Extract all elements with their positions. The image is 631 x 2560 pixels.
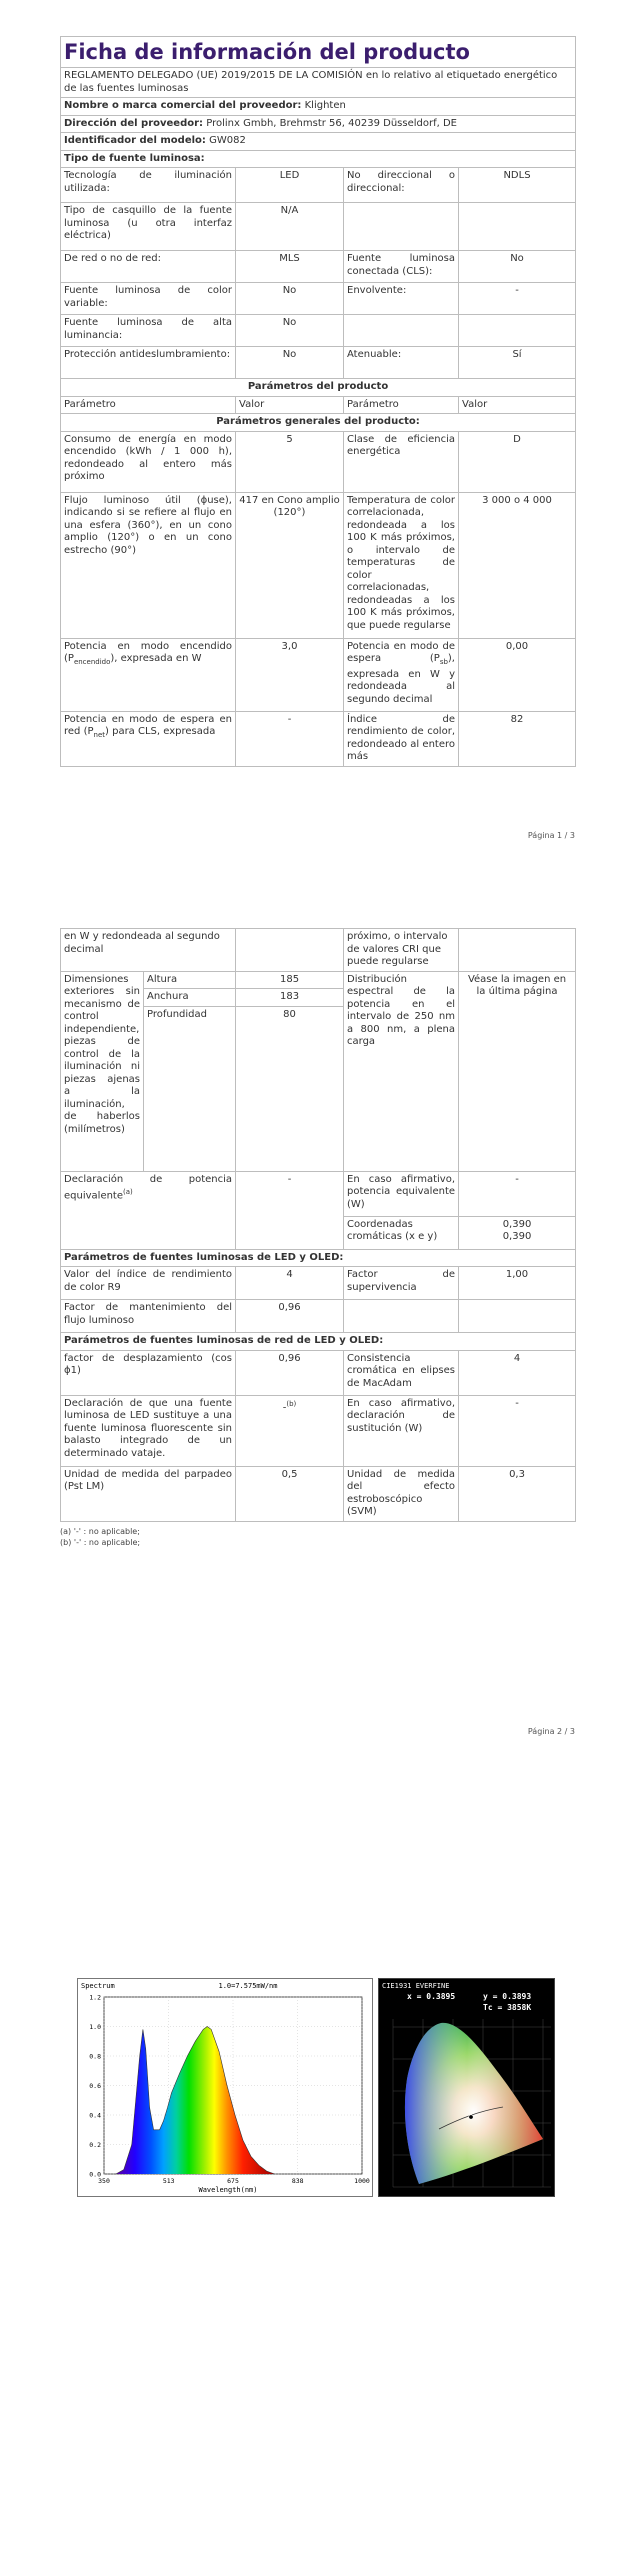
- row-label: En caso afirmativo, potencia equivalente (W): [344, 1171, 459, 1216]
- cie-chart: [378, 1978, 555, 2197]
- row-label: Coordenadas cromáticas (x e y): [344, 1216, 459, 1249]
- y-tick-label: 0.2: [89, 2141, 101, 2149]
- y-tick-label: 1.2: [89, 1993, 101, 2002]
- page-1: [0, 0, 631, 860]
- table-row: [61, 1466, 576, 1521]
- spectrum-figure: [77, 1978, 553, 2195]
- general-params-title: Parámetros generales del producto:: [61, 414, 576, 432]
- row-label: Declaración de que una fuente luminosa de LED sustituye a una fuente luminosa fluorescente sin balasto integrado de un determinado vataje.: [61, 1395, 236, 1466]
- cie-x-readout: x = 0.3895: [407, 1992, 456, 2001]
- row-value: Véase la imagen en la última página: [459, 971, 576, 1171]
- column-header: Valor: [236, 396, 344, 414]
- table-row: [61, 251, 576, 283]
- row-label: Fuente luminosa de alta luminancia:: [61, 315, 236, 347]
- y-tick-label: 0.0: [89, 2170, 101, 2179]
- regulation-text: REGLAMENTO DELEGADO (UE) 2019/2015 DE LA COMISIÓN en lo relativo al etiquetado energético de las fuentes luminosas: [61, 68, 576, 98]
- row-label: Consistencia cromática en elipses de MacAdam: [344, 1350, 459, 1395]
- row-label: [344, 1300, 459, 1333]
- row-value: [459, 315, 576, 347]
- row-value: 5: [236, 431, 344, 492]
- row-value: 0,390 0,390: [459, 1216, 576, 1249]
- x-tick-label: 350: [98, 2177, 110, 2185]
- row-value: -: [459, 283, 576, 315]
- model-label: Identificador del modelo:: [64, 135, 206, 146]
- spectrum-chart: [77, 1978, 373, 2197]
- row-value: N/A: [236, 203, 344, 251]
- row-label: De red o no de red:: [61, 251, 236, 283]
- row-label: Temperatura de color correlacionada, redondeada a los 100 K más próximos, o intervalo de temperaturas de color correlacionadas, redondeadas a los 100 K más próximos, que puede regularse: [344, 492, 459, 638]
- row-value: [459, 1300, 576, 1333]
- row-value: No: [236, 283, 344, 315]
- row-label: Potencia en modo de espera $(P_{sb})$, expresada en W y redondeada al segundo decimal: [344, 638, 459, 711]
- row-label: factor de desplazamiento (cos ϕ1): [61, 1350, 236, 1395]
- row-value: 4: [236, 1267, 344, 1300]
- row-label: Potencia en modo encendido $(P_{encendido})$, expresada en W: [61, 638, 236, 711]
- dim-name: Anchura: [144, 989, 236, 1007]
- row-label: Tipo de casquillo de la fuente luminosa (u otra interfaz eléctrica): [61, 203, 236, 251]
- brand-label: Nombre o marca comercial del proveedor:: [64, 100, 302, 111]
- row-value: [459, 203, 576, 251]
- row-label: [344, 315, 459, 347]
- dim-value: 183: [236, 989, 344, 1007]
- row-value: -: [236, 711, 344, 766]
- product-info-table-continued: [60, 928, 576, 1522]
- table-row: [61, 1395, 576, 1466]
- row-value: [236, 929, 344, 972]
- spectrum-xlabel: Wavelength(nm): [198, 2186, 258, 2194]
- row-label: Envolvente:: [344, 283, 459, 315]
- row-value: -$^{(b)}$: [236, 1395, 344, 1466]
- row-label: En caso afirmativo, declaración de sustitución (W): [344, 1395, 459, 1466]
- table-row: [61, 929, 576, 972]
- table-row: [61, 711, 576, 766]
- table-row: [61, 1171, 576, 1216]
- dim-name: Altura: [144, 971, 236, 989]
- row-value: 0,3: [459, 1466, 576, 1521]
- x-tick-label: 675: [227, 2177, 239, 2185]
- y-tick-label: 0.6: [89, 2082, 101, 2090]
- product-sheet-continued: [60, 928, 575, 1548]
- row-label: No direccional o direccional:: [344, 168, 459, 203]
- x-tick-label: 838: [291, 2177, 304, 2185]
- table-row: [61, 203, 576, 251]
- type-section-title: Tipo de fuente luminosa:: [61, 150, 576, 168]
- row-value: NDLS: [459, 168, 576, 203]
- row-label: Valor del índice de rendimiento de color R9: [61, 1267, 236, 1300]
- row-label: Índice de rendimiento de color, redondeado al entero más: [344, 711, 459, 766]
- spectrum-annotation: 1.0=7.575mW/nm: [218, 1982, 278, 1990]
- page-number: Página 2 / 3: [527, 1727, 575, 1736]
- row-value: 0,00: [459, 638, 576, 711]
- dim-name: Profundidad: [144, 1006, 236, 1171]
- y-tick-label: 0.4: [89, 2111, 101, 2120]
- table-row: [61, 431, 576, 492]
- row-label: Consumo de energía en modo encendido (kWh / 1 000 h), redondeado al entero más próximo: [61, 431, 236, 492]
- params-title: Parámetros del producto: [61, 379, 576, 397]
- supplier-brand-row: [61, 98, 576, 116]
- spectrum-svg: [78, 1979, 372, 2196]
- mains-params-title: Parámetros de fuentes luminosas de red de LED y OLED:: [61, 1333, 576, 1351]
- address-value: Prolinx Gmbh, Brehmstr 56, 40239 Düsseldorf, DE: [206, 117, 457, 129]
- row-value: 0,96: [236, 1300, 344, 1333]
- spectrum-title: Spectrum: [81, 1982, 115, 1990]
- row-label: Factor de mantenimiento del flujo luminoso: [61, 1300, 236, 1333]
- row-value: 4: [459, 1350, 576, 1395]
- row-label: Potencia en modo de espera en red $(P_{net})$ para CLS, expresada: [61, 711, 236, 766]
- row-value: Sí: [459, 347, 576, 379]
- column-header: Parámetro: [344, 396, 459, 414]
- row-label: Fuente luminosa de color variable:: [61, 283, 236, 315]
- table-row: [61, 1267, 576, 1300]
- row-label: Tecnología de iluminación utilizada:: [61, 168, 236, 203]
- table-row: [61, 971, 576, 989]
- address-label: Dirección del proveedor:: [64, 117, 204, 129]
- row-value: -: [236, 1171, 344, 1249]
- header-row: [61, 396, 576, 414]
- dim-value: 80: [236, 1006, 344, 1171]
- x-tick-label: 1000: [354, 2177, 370, 2185]
- table-row: [61, 347, 576, 379]
- x-tick-label: 513: [162, 2177, 175, 2185]
- brand-value: Klighten: [304, 100, 346, 111]
- row-label: Unidad de medida del parpadeo (Pst LM): [61, 1466, 236, 1521]
- led-params-title: Parámetros de fuentes luminosas de LED y OLED:: [61, 1249, 576, 1267]
- row-value: 0,5: [236, 1466, 344, 1521]
- supplier-address-row: [61, 115, 576, 133]
- row-label: Atenuable:: [344, 347, 459, 379]
- cie-tc-readout: Tc = 3858K: [483, 2003, 532, 2012]
- row-label: [344, 203, 459, 251]
- table-row: [61, 1300, 576, 1333]
- table-row: [61, 638, 576, 711]
- product-info-table: [60, 36, 576, 767]
- column-header: Valor: [459, 396, 576, 414]
- page-2: [0, 925, 631, 1755]
- row-value: -: [459, 1171, 576, 1216]
- cie-svg: [379, 1979, 554, 2196]
- row-value: No: [236, 315, 344, 347]
- table-row: [61, 1350, 576, 1395]
- row-label: próximo, o intervalo de valores CRI que puede regularse: [344, 929, 459, 972]
- footnote-a: (a) '-' : no aplicable;: [60, 1526, 140, 1536]
- dim-value: 185: [236, 971, 344, 989]
- row-value: 0,96: [236, 1350, 344, 1395]
- row-label: en W y redondeada al segundo decimal: [61, 929, 236, 972]
- column-header: Parámetro: [61, 396, 236, 414]
- cie-y-readout: y = 0.3893: [483, 1992, 532, 2001]
- row-value: 417 en Cono amplio (120°): [236, 492, 344, 638]
- table-row: [61, 283, 576, 315]
- row-value: 82: [459, 711, 576, 766]
- y-tick-label: 1.0: [89, 2023, 101, 2031]
- page-number: Página 1 / 3: [527, 831, 575, 840]
- page-title: Ficha de información del producto: [61, 37, 576, 68]
- row-label: Declaración de potencia equivalente$^{(a)}$: [61, 1171, 236, 1249]
- footnote-b: (b) '-' : no aplicable;: [60, 1537, 141, 1547]
- cie-title: CIE1931 EVERFINE: [382, 1982, 450, 1990]
- row-label: Factor de supervivencia: [344, 1267, 459, 1300]
- row-value: LED: [236, 168, 344, 203]
- product-sheet: [60, 36, 575, 767]
- row-value: No: [459, 251, 576, 283]
- y-tick-label: 0.8: [89, 2052, 101, 2061]
- row-label: Unidad de medida del efecto estroboscópico (SVM): [344, 1466, 459, 1521]
- row-value: D: [459, 431, 576, 492]
- chromaticity-point: [469, 2115, 473, 2119]
- row-value: -: [459, 1395, 576, 1466]
- row-value: 3,0: [236, 638, 344, 711]
- row-label: Flujo luminoso útil (ϕuse), indicando si se refiere al flujo en una esfera (360°), en un cono amplio (120°) o en un cono estrecho (90°): [61, 492, 236, 638]
- row-value: 3 000 o 4 000: [459, 492, 576, 638]
- row-label: Clase de eficiencia energética: [344, 431, 459, 492]
- table-row: [61, 315, 576, 347]
- model-row: [61, 133, 576, 151]
- row-label: Fuente luminosa conectada (CLS):: [344, 251, 459, 283]
- row-label: Protección antideslumbramiento:: [61, 347, 236, 379]
- row-value: No: [236, 347, 344, 379]
- row-value: [459, 929, 576, 972]
- row-label: Distribución espectral de la potencia en el intervalo de 250 nm a 800 nm, a plena carga: [344, 971, 459, 1171]
- row-value: 1,00: [459, 1267, 576, 1300]
- model-value: GW082: [209, 135, 246, 146]
- dimensions-label: Dimensiones exteriores sin mecanismo de control independiente, piezas de control de la iluminación ni piezas ajenas a la iluminación, de haberlos (milímetros): [61, 971, 144, 1171]
- row-value: MLS: [236, 251, 344, 283]
- table-row: [61, 492, 576, 638]
- table-row: [61, 168, 576, 203]
